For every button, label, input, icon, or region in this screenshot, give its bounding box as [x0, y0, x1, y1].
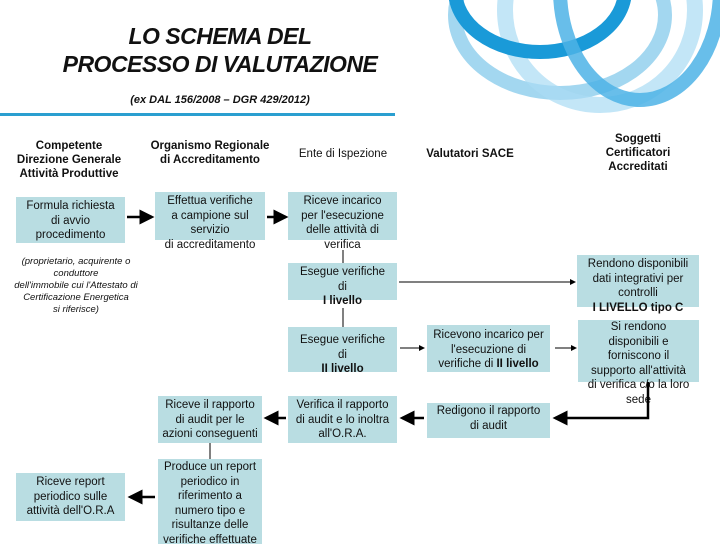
text-line: attività dell'O.R.A	[16, 504, 125, 519]
text-line: Esegue verifiche	[288, 333, 397, 348]
text-line: Riceve il rapporto	[153, 398, 267, 413]
text-line: all'O.R.A.	[283, 427, 402, 442]
text-line: I LIVELLO tipo C	[572, 301, 704, 316]
text-line: numero tipo e	[153, 504, 267, 519]
text-line: si riferisce)	[0, 304, 152, 316]
text-line: servizio	[150, 223, 270, 238]
header-line: Accreditati	[578, 160, 698, 174]
text-line: periodico in	[153, 475, 267, 490]
text-line: a campione sul	[150, 209, 270, 224]
text-line: azioni conseguenti	[153, 427, 267, 442]
text-line: riferimento a	[153, 489, 267, 504]
text-line: di	[288, 348, 397, 363]
text-line: forniscono il	[573, 349, 704, 364]
text-line: Verifica il rapporto	[283, 398, 402, 413]
text-line: Ricevono incarico per	[422, 328, 555, 343]
text-line: risultanze delle	[153, 518, 267, 533]
header-line: di Accreditamento	[140, 153, 280, 167]
text-line: sede	[573, 393, 704, 408]
text-line: Si rendono	[573, 320, 704, 335]
text-line: verifiche effettuate	[153, 533, 267, 547]
text-line: procedimento	[16, 228, 125, 243]
text-line: Redigono il rapporto	[427, 404, 550, 419]
text-line: conduttore	[0, 268, 152, 280]
text-line: di audit per le	[153, 413, 267, 428]
text-line: di audit	[427, 419, 550, 434]
header-line: Certificatori	[578, 146, 698, 160]
text-line: di verifica c/o la loro	[573, 378, 704, 393]
text-line: II livello	[496, 358, 538, 370]
text-line: Rendono disponibili	[572, 257, 704, 272]
title-line-1: LO SCHEMA DEL	[0, 22, 440, 50]
text-line: Riceve incarico	[288, 194, 397, 209]
text-line: Effettua verifiche	[150, 194, 270, 209]
text-line: Certificazione Energetica	[0, 292, 152, 304]
text-line: Esegue verifiche	[288, 265, 397, 280]
subtitle: (ex DAL 156/2008 – DGR 429/2012)	[0, 94, 440, 106]
text-line: delle attività di	[288, 223, 397, 238]
header-line: Direzione Generale	[0, 153, 138, 167]
text-line: dell'immobile cui l'Attestato di	[0, 280, 152, 292]
text-line: dati integrativi per	[572, 272, 704, 287]
text-line: Produce un report	[153, 460, 267, 475]
header-line: Attività Produttive	[0, 167, 138, 181]
title-line-2: PROCESSO DI VALUTAZIONE	[0, 50, 440, 78]
text-line: l'esecuzione di	[422, 343, 555, 358]
text-line: (proprietario, acquirente o	[0, 256, 152, 268]
text-line: di audit e lo inoltra	[283, 413, 402, 428]
text-line: periodico sulle	[16, 490, 125, 505]
text-line: per l'esecuzione	[288, 209, 397, 224]
header-ente: Ente di Ispezione	[285, 147, 401, 161]
arrow	[555, 382, 648, 418]
text-line: Riceve report	[16, 475, 125, 490]
text-line: di avvio	[16, 214, 125, 229]
header-line: Organismo Regionale	[140, 139, 280, 153]
text-line: I livello	[288, 294, 397, 309]
header-valutatori: Valutatori SACE	[410, 147, 530, 161]
text-line: II livello	[288, 362, 397, 377]
text-line: disponibili e	[573, 335, 704, 350]
header-line: Soggetti	[578, 132, 698, 146]
text-line: controlli	[572, 286, 704, 301]
text-line: di	[288, 280, 397, 295]
text-line: verifica	[288, 238, 397, 253]
text-line: supporto all'attività	[573, 364, 704, 379]
header-line: Competente	[0, 139, 138, 153]
text-line: di accreditamento	[150, 238, 270, 253]
text-line: verifiche di	[438, 358, 496, 370]
text-line: Formula richiesta	[16, 199, 125, 214]
